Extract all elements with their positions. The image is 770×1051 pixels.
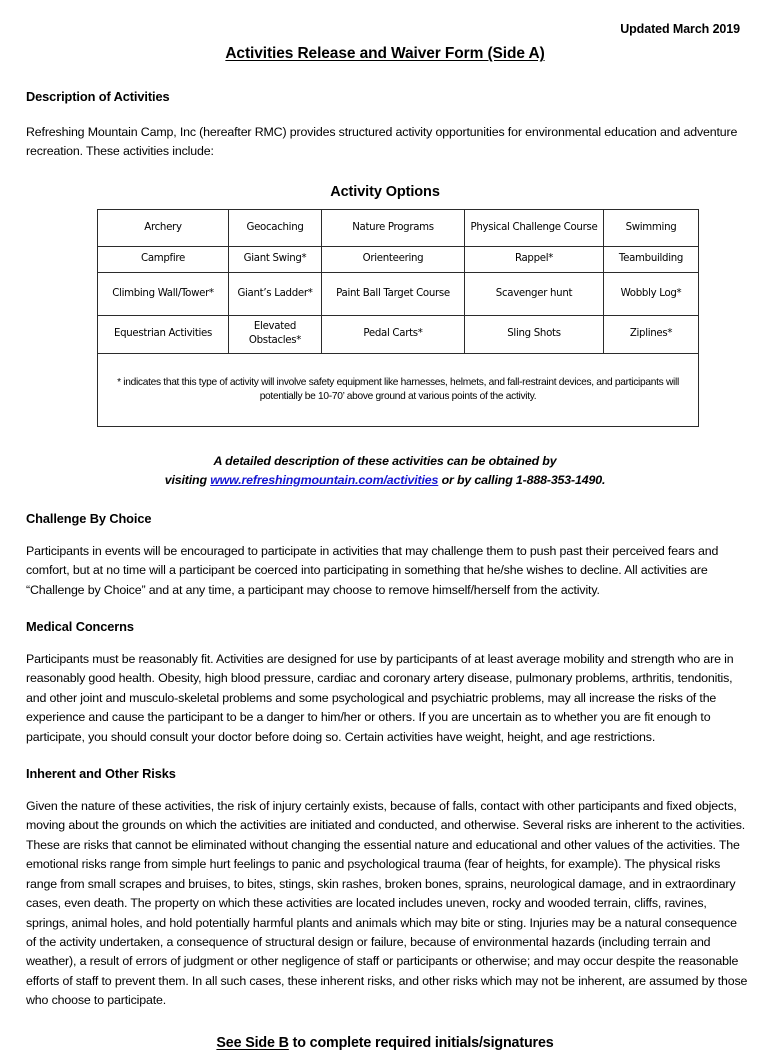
section-heading-challenge-by-choice: Challenge By Choice: [26, 510, 152, 526]
table-cell: Giant’s Ladder*: [229, 272, 322, 315]
detail-description-note: [26, 452, 744, 490]
section-heading-medical-concerns: Medical Concerns: [26, 619, 134, 635]
inherent-risks-paragraph: Given the nature of these activities, the risk of injury certainly exists, because of falls, contact with other participants and fixed objects, moving about the grounds on which the activities are initiated and conducted, and otherwise. Several risks are inherent to the activities. These are risks that cannot be eliminated without changing the essential nature and educational and other values of the activities. The emotional risks range from simple hurt feelings to panic and psychological trauma (fear of heights, for example). The physical risks range from small scrapes and bruises, to bites, stings, skin rashes, broken bones, sprains, neurological damage, and in extraordinary cases, even death. The property on which these activities are located includes uneven, rocky and wooded terrain, cliffs, ravines, springs, animal holes, and hold potentially harmful plants and animals which may bite or sting. Injuries may be a natural consequence of the activity undertaken, a consequence of structural design or failure, because of environmental hazards (including terrain and weather), a result of errors of judgment or other negligence of staff or participants or otherwise; and may occur despite the reasonable efforts of staff to prevent them. In all such cases, these inherent risks, and other risks which may not be inherent, are assumed by those who choose to participate.: [26, 799, 748, 1008]
table-row: [98, 246, 699, 272]
table-cell: Wobbly Log*: [604, 272, 699, 315]
table-cell: Scavenger hunt: [465, 272, 604, 315]
detail-note-suffix: or by calling 1-888-353-1490.: [438, 472, 606, 487]
activity-options-table: [97, 209, 699, 427]
table-footnote-row: [98, 353, 699, 426]
medical-concerns-paragraph: Participants must be reasonably fit. Activities are designed for use by participants of at least average mobility and strength who are in reasonably good health. Obesity, high blood pressure, cardiac and coronary artery disease, pulmonary problems, arthritis, tendonitis, and other joint and musculo-skeletal problems and some psychological and psychiatric problems, may all increase the risks of the experience and cause the participant to be a danger to him/her or others. If you are uncertain as to whether you are fit enough to participate, you should consult your doctor before doing so. Certain activities have weight, height, and age restrictions.: [26, 652, 734, 744]
table-cell: Climbing Wall/Tower*: [98, 272, 229, 315]
activity-table-title: Activity Options: [330, 183, 440, 200]
table-row: [98, 209, 699, 246]
table-cell: Campfire: [98, 246, 229, 272]
activity-options-table-wrapper: [97, 209, 684, 427]
updated-date: Updated March 2019: [620, 22, 740, 36]
section-heading-description: Description of Activities: [26, 89, 170, 104]
see-side-b-label: See Side B: [216, 1034, 289, 1051]
detail-note-prefix: visiting: [164, 472, 211, 487]
table-cell: Swimming: [604, 209, 699, 246]
table-cell: Teambuilding: [604, 246, 699, 272]
activity-table-footnote: * indicates that this type of activity will involve safety equipment like harnesses, helmets, and fall-restraint devices, and participants will potentially be 10-70’ above ground at various points of the activity.: [98, 353, 699, 426]
table-row: [98, 272, 699, 315]
section-heading-inherent-risks: Inherent and Other Risks: [26, 766, 176, 782]
table-cell: Nature Programs: [322, 209, 465, 246]
see-side-b-footer: [26, 1035, 744, 1051]
table-cell: Sling Shots: [465, 315, 604, 353]
challenge-by-choice-paragraph: Participants in events will be encouraged to participate in activities that may challenge them to push past their perceived fears and comfort, but at no time will a participant be coerced into participating in something that he/she wishes to decline. All activities are “Challenge by Choice” and at any time, a participant may choose to remove himself/herself from the activity.: [26, 543, 719, 597]
detail-note-line1: A detailed description of these activities can be obtained by: [213, 453, 557, 468]
table-row: [98, 315, 699, 353]
table-cell: Orienteering: [322, 246, 465, 272]
table-cell: Geocaching: [229, 209, 322, 246]
table-cell: Pedal Carts*: [322, 315, 465, 353]
table-cell: Physical Challenge Course: [465, 209, 604, 246]
table-cell: Ziplines*: [604, 315, 699, 353]
table-cell: Elevated Obstacles*: [229, 315, 322, 353]
see-side-b-rest: to complete required initials/signatures: [288, 1034, 554, 1051]
table-cell: Equestrian Activities: [98, 315, 229, 353]
table-cell: Archery: [98, 209, 229, 246]
table-cell: Rappel*: [465, 246, 604, 272]
page-title: Activities Release and Waiver Form (Side A): [225, 45, 545, 62]
table-cell: Paint Ball Target Course: [322, 272, 465, 315]
activities-website-link[interactable]: www.refreshingmountain.com/activities: [210, 472, 439, 487]
table-cell: Giant Swing*: [229, 246, 322, 272]
description-paragraph: Refreshing Mountain Camp, Inc (hereafter RMC) provides structured activity opportunities for environmental education and adventure recreation. These activities include:: [26, 125, 738, 159]
